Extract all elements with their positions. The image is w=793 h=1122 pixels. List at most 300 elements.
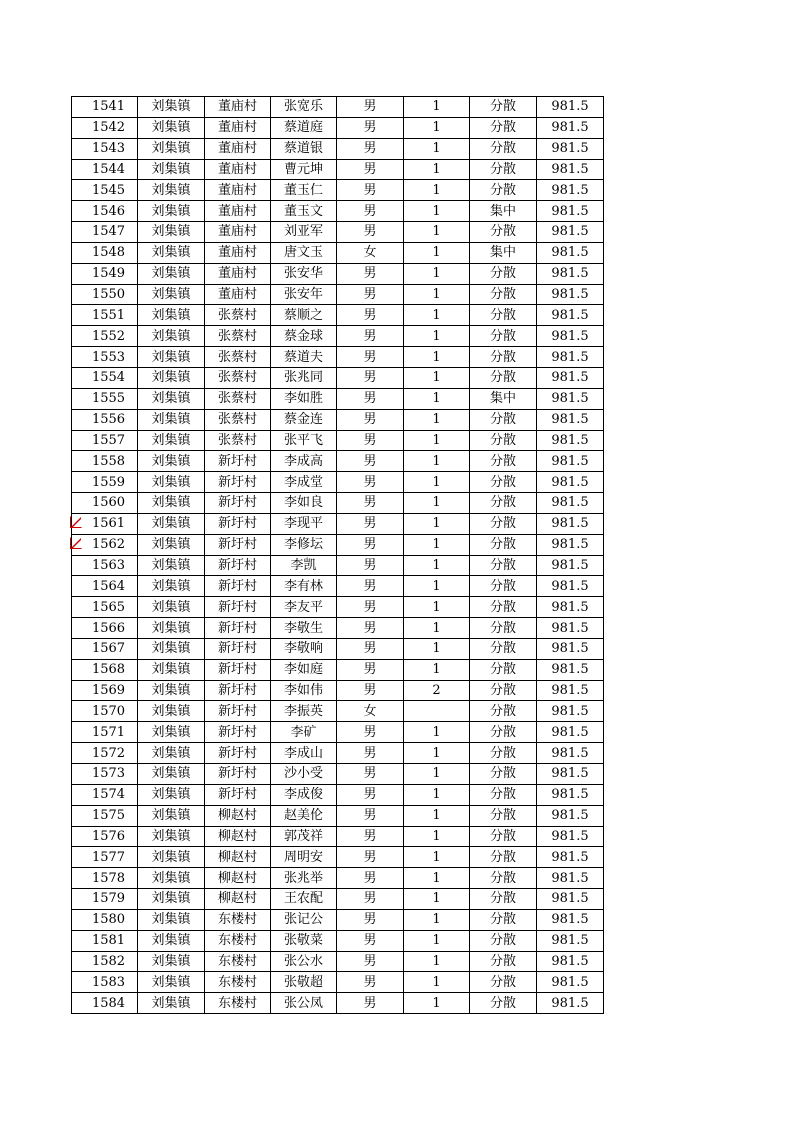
gender-cell[interactable]: 男 (337, 430, 404, 451)
town-cell[interactable]: 刘集镇 (138, 409, 205, 430)
village-cell[interactable]: 新圩村 (205, 659, 271, 680)
count-cell[interactable]: 1 (404, 889, 470, 910)
town-cell[interactable]: 刘集镇 (138, 493, 205, 514)
support-type-cell[interactable]: 分散 (470, 868, 537, 889)
town-cell[interactable]: 刘集镇 (138, 930, 205, 951)
gender-cell[interactable]: 男 (337, 493, 404, 514)
gender-cell[interactable]: 男 (337, 722, 404, 743)
row-number-cell[interactable] (72, 222, 138, 243)
support-type-cell[interactable]: 分散 (470, 117, 537, 138)
count-cell[interactable]: 1 (404, 222, 470, 243)
gender-cell[interactable]: 女 (337, 701, 404, 722)
person-name-cell[interactable]: 李振英 (271, 701, 337, 722)
person-name-cell[interactable]: 张记公 (271, 909, 337, 930)
amount-cell[interactable]: 981.5 (537, 347, 604, 368)
village-cell[interactable]: 新圩村 (205, 618, 271, 639)
village-cell[interactable]: 东楼村 (205, 930, 271, 951)
village-cell[interactable]: 新圩村 (205, 701, 271, 722)
support-type-cell[interactable]: 分散 (470, 680, 537, 701)
support-type-cell[interactable]: 分散 (470, 493, 537, 514)
support-type-cell[interactable]: 分散 (470, 701, 537, 722)
amount-cell[interactable]: 981.5 (537, 722, 604, 743)
person-name-cell[interactable]: 李矿 (271, 722, 337, 743)
gender-cell[interactable]: 男 (337, 826, 404, 847)
amount-cell[interactable]: 981.5 (537, 993, 604, 1014)
count-cell[interactable]: 1 (404, 513, 470, 534)
support-type-cell[interactable]: 分散 (470, 847, 537, 868)
count-cell[interactable]: 1 (404, 367, 470, 388)
person-name-cell[interactable]: 李如庭 (271, 659, 337, 680)
count-cell[interactable]: 1 (404, 868, 470, 889)
support-type-cell[interactable]: 分散 (470, 326, 537, 347)
amount-cell[interactable]: 981.5 (537, 117, 604, 138)
person-name-cell[interactable]: 李成堂 (271, 472, 337, 493)
village-cell[interactable]: 董庙村 (205, 284, 271, 305)
support-type-cell[interactable]: 集中 (470, 388, 537, 409)
town-cell[interactable]: 刘集镇 (138, 993, 205, 1014)
person-name-cell[interactable]: 张公水 (271, 951, 337, 972)
amount-cell[interactable]: 981.5 (537, 305, 604, 326)
amount-cell[interactable]: 981.5 (537, 826, 604, 847)
support-type-cell[interactable]: 分散 (470, 367, 537, 388)
person-name-cell[interactable]: 蔡道庭 (271, 117, 337, 138)
count-cell[interactable]: 1 (404, 618, 470, 639)
row-number-cell[interactable] (72, 367, 138, 388)
row-number-cell[interactable] (72, 493, 138, 514)
amount-cell[interactable]: 981.5 (537, 555, 604, 576)
gender-cell[interactable]: 男 (337, 180, 404, 201)
town-cell[interactable]: 刘集镇 (138, 701, 205, 722)
village-cell[interactable]: 新圩村 (205, 597, 271, 618)
village-cell[interactable]: 东楼村 (205, 909, 271, 930)
row-number-cell[interactable] (72, 430, 138, 451)
gender-cell[interactable]: 男 (337, 680, 404, 701)
gender-cell[interactable]: 男 (337, 805, 404, 826)
village-cell[interactable]: 张蔡村 (205, 367, 271, 388)
gender-cell[interactable]: 男 (337, 618, 404, 639)
row-number-cell[interactable] (72, 951, 138, 972)
amount-cell[interactable]: 981.5 (537, 472, 604, 493)
row-number-cell[interactable] (72, 847, 138, 868)
village-cell[interactable]: 张蔡村 (205, 430, 271, 451)
support-type-cell[interactable]: 分散 (470, 889, 537, 910)
support-type-cell[interactable]: 分散 (470, 513, 537, 534)
gender-cell[interactable]: 男 (337, 597, 404, 618)
count-cell[interactable]: 1 (404, 743, 470, 764)
person-name-cell[interactable]: 李修坛 (271, 534, 337, 555)
gender-cell[interactable]: 男 (337, 159, 404, 180)
gender-cell[interactable]: 男 (337, 222, 404, 243)
town-cell[interactable]: 刘集镇 (138, 367, 205, 388)
amount-cell[interactable]: 981.5 (537, 680, 604, 701)
count-cell[interactable]: 1 (404, 784, 470, 805)
row-number-cell[interactable] (72, 993, 138, 1014)
village-cell[interactable]: 柳赵村 (205, 847, 271, 868)
count-cell[interactable]: 1 (404, 951, 470, 972)
amount-cell[interactable]: 981.5 (537, 764, 604, 785)
row-number-cell[interactable] (72, 242, 138, 263)
town-cell[interactable]: 刘集镇 (138, 722, 205, 743)
support-type-cell[interactable]: 分散 (470, 909, 537, 930)
gender-cell[interactable]: 男 (337, 993, 404, 1014)
count-cell[interactable]: 1 (404, 638, 470, 659)
village-cell[interactable]: 新圩村 (205, 576, 271, 597)
count-cell[interactable]: 1 (404, 409, 470, 430)
gender-cell[interactable]: 男 (337, 472, 404, 493)
person-name-cell[interactable]: 李成俊 (271, 784, 337, 805)
amount-cell[interactable]: 981.5 (537, 951, 604, 972)
town-cell[interactable]: 刘集镇 (138, 597, 205, 618)
person-name-cell[interactable]: 张敬菜 (271, 930, 337, 951)
count-cell[interactable]: 1 (404, 242, 470, 263)
village-cell[interactable]: 董庙村 (205, 180, 271, 201)
amount-cell[interactable]: 981.5 (537, 618, 604, 639)
gender-cell[interactable]: 男 (337, 784, 404, 805)
town-cell[interactable]: 刘集镇 (138, 263, 205, 284)
town-cell[interactable]: 刘集镇 (138, 472, 205, 493)
row-number-cell[interactable] (72, 659, 138, 680)
village-cell[interactable]: 新圩村 (205, 638, 271, 659)
count-cell[interactable]: 1 (404, 493, 470, 514)
town-cell[interactable]: 刘集镇 (138, 576, 205, 597)
row-number-cell[interactable] (72, 159, 138, 180)
count-cell[interactable]: 2 (404, 680, 470, 701)
row-number-cell[interactable] (72, 201, 138, 222)
person-name-cell[interactable]: 蔡金球 (271, 326, 337, 347)
row-number-cell[interactable] (72, 534, 138, 555)
amount-cell[interactable]: 981.5 (537, 513, 604, 534)
row-number-cell[interactable] (72, 388, 138, 409)
village-cell[interactable]: 新圩村 (205, 493, 271, 514)
village-cell[interactable]: 董庙村 (205, 263, 271, 284)
town-cell[interactable]: 刘集镇 (138, 764, 205, 785)
town-cell[interactable]: 刘集镇 (138, 326, 205, 347)
village-cell[interactable]: 张蔡村 (205, 347, 271, 368)
gender-cell[interactable]: 男 (337, 951, 404, 972)
support-type-cell[interactable]: 分散 (470, 993, 537, 1014)
person-name-cell[interactable]: 张宽乐 (271, 97, 337, 118)
count-cell[interactable]: 1 (404, 138, 470, 159)
row-number-cell[interactable] (72, 284, 138, 305)
town-cell[interactable]: 刘集镇 (138, 555, 205, 576)
support-type-cell[interactable]: 分散 (470, 534, 537, 555)
town-cell[interactable]: 刘集镇 (138, 513, 205, 534)
village-cell[interactable]: 董庙村 (205, 242, 271, 263)
row-number-cell[interactable] (72, 618, 138, 639)
row-number-cell[interactable] (72, 743, 138, 764)
row-number-cell[interactable] (72, 472, 138, 493)
row-number-cell[interactable] (72, 889, 138, 910)
support-type-cell[interactable]: 分散 (470, 638, 537, 659)
gender-cell[interactable]: 男 (337, 764, 404, 785)
village-cell[interactable]: 柳赵村 (205, 868, 271, 889)
row-number-cell[interactable] (72, 701, 138, 722)
count-cell[interactable]: 1 (404, 909, 470, 930)
village-cell[interactable]: 张蔡村 (205, 409, 271, 430)
gender-cell[interactable]: 男 (337, 284, 404, 305)
count-cell[interactable]: 1 (404, 159, 470, 180)
row-number-cell[interactable] (72, 722, 138, 743)
gender-cell[interactable]: 男 (337, 930, 404, 951)
count-cell[interactable]: 1 (404, 284, 470, 305)
person-name-cell[interactable]: 曹元坤 (271, 159, 337, 180)
support-type-cell[interactable]: 分散 (470, 951, 537, 972)
amount-cell[interactable]: 981.5 (537, 972, 604, 993)
support-type-cell[interactable]: 集中 (470, 242, 537, 263)
town-cell[interactable]: 刘集镇 (138, 826, 205, 847)
row-number-cell[interactable] (72, 868, 138, 889)
row-number-cell[interactable] (72, 597, 138, 618)
person-name-cell[interactable]: 张敬超 (271, 972, 337, 993)
amount-cell[interactable]: 981.5 (537, 847, 604, 868)
support-type-cell[interactable]: 分散 (470, 659, 537, 680)
person-name-cell[interactable]: 张安年 (271, 284, 337, 305)
support-type-cell[interactable]: 分散 (470, 784, 537, 805)
amount-cell[interactable]: 981.5 (537, 97, 604, 118)
support-type-cell[interactable]: 分散 (470, 597, 537, 618)
person-name-cell[interactable]: 李成高 (271, 451, 337, 472)
town-cell[interactable]: 刘集镇 (138, 451, 205, 472)
amount-cell[interactable]: 981.5 (537, 159, 604, 180)
support-type-cell[interactable]: 分散 (470, 451, 537, 472)
gender-cell[interactable]: 男 (337, 659, 404, 680)
person-name-cell[interactable]: 蔡道夫 (271, 347, 337, 368)
support-type-cell[interactable]: 分散 (470, 305, 537, 326)
person-name-cell[interactable]: 唐文玉 (271, 242, 337, 263)
village-cell[interactable]: 新圩村 (205, 743, 271, 764)
amount-cell[interactable]: 981.5 (537, 388, 604, 409)
amount-cell[interactable]: 981.5 (537, 930, 604, 951)
count-cell[interactable] (404, 701, 470, 722)
town-cell[interactable]: 刘集镇 (138, 784, 205, 805)
support-type-cell[interactable]: 分散 (470, 972, 537, 993)
gender-cell[interactable]: 男 (337, 117, 404, 138)
amount-cell[interactable]: 981.5 (537, 493, 604, 514)
town-cell[interactable]: 刘集镇 (138, 889, 205, 910)
person-name-cell[interactable]: 李如良 (271, 493, 337, 514)
gender-cell[interactable]: 男 (337, 972, 404, 993)
town-cell[interactable]: 刘集镇 (138, 430, 205, 451)
village-cell[interactable]: 董庙村 (205, 159, 271, 180)
amount-cell[interactable]: 981.5 (537, 326, 604, 347)
village-cell[interactable]: 柳赵村 (205, 826, 271, 847)
support-type-cell[interactable]: 分散 (470, 430, 537, 451)
count-cell[interactable]: 1 (404, 805, 470, 826)
support-type-cell[interactable]: 分散 (470, 805, 537, 826)
comment-indicator-icon[interactable] (70, 516, 82, 528)
support-type-cell[interactable]: 分散 (470, 97, 537, 118)
amount-cell[interactable]: 981.5 (537, 430, 604, 451)
amount-cell[interactable]: 981.5 (537, 868, 604, 889)
person-name-cell[interactable]: 张公凤 (271, 993, 337, 1014)
row-number-cell[interactable] (72, 347, 138, 368)
town-cell[interactable]: 刘集镇 (138, 284, 205, 305)
town-cell[interactable]: 刘集镇 (138, 242, 205, 263)
village-cell[interactable]: 董庙村 (205, 222, 271, 243)
person-name-cell[interactable]: 沙小受 (271, 764, 337, 785)
town-cell[interactable]: 刘集镇 (138, 847, 205, 868)
count-cell[interactable]: 1 (404, 534, 470, 555)
count-cell[interactable]: 1 (404, 97, 470, 118)
count-cell[interactable]: 1 (404, 764, 470, 785)
support-type-cell[interactable]: 分散 (470, 409, 537, 430)
village-cell[interactable]: 新圩村 (205, 784, 271, 805)
amount-cell[interactable]: 981.5 (537, 138, 604, 159)
count-cell[interactable]: 1 (404, 847, 470, 868)
count-cell[interactable]: 1 (404, 451, 470, 472)
gender-cell[interactable]: 男 (337, 409, 404, 430)
count-cell[interactable]: 1 (404, 472, 470, 493)
person-name-cell[interactable]: 李现平 (271, 513, 337, 534)
amount-cell[interactable]: 981.5 (537, 242, 604, 263)
village-cell[interactable]: 新圩村 (205, 555, 271, 576)
support-type-cell[interactable]: 分散 (470, 180, 537, 201)
support-type-cell[interactable]: 分散 (470, 826, 537, 847)
count-cell[interactable]: 1 (404, 993, 470, 1014)
person-name-cell[interactable]: 李敬生 (271, 618, 337, 639)
town-cell[interactable]: 刘集镇 (138, 972, 205, 993)
row-number-cell[interactable] (72, 305, 138, 326)
town-cell[interactable]: 刘集镇 (138, 159, 205, 180)
row-number-cell[interactable] (72, 138, 138, 159)
count-cell[interactable]: 1 (404, 305, 470, 326)
support-type-cell[interactable]: 分散 (470, 222, 537, 243)
village-cell[interactable]: 新圩村 (205, 764, 271, 785)
person-name-cell[interactable]: 张兆同 (271, 367, 337, 388)
support-type-cell[interactable]: 分散 (470, 722, 537, 743)
support-type-cell[interactable]: 分散 (470, 618, 537, 639)
person-name-cell[interactable]: 赵美伦 (271, 805, 337, 826)
gender-cell[interactable]: 男 (337, 326, 404, 347)
town-cell[interactable]: 刘集镇 (138, 638, 205, 659)
person-name-cell[interactable]: 张兆举 (271, 868, 337, 889)
row-number-cell[interactable] (72, 930, 138, 951)
gender-cell[interactable]: 男 (337, 576, 404, 597)
count-cell[interactable]: 1 (404, 826, 470, 847)
comment-indicator-icon[interactable] (70, 537, 82, 549)
support-type-cell[interactable]: 分散 (470, 159, 537, 180)
count-cell[interactable]: 1 (404, 263, 470, 284)
row-number-cell[interactable] (72, 451, 138, 472)
village-cell[interactable]: 新圩村 (205, 513, 271, 534)
row-number-cell[interactable] (72, 180, 138, 201)
count-cell[interactable]: 1 (404, 659, 470, 680)
support-type-cell[interactable]: 分散 (470, 743, 537, 764)
town-cell[interactable]: 刘集镇 (138, 534, 205, 555)
row-number-cell[interactable] (72, 680, 138, 701)
count-cell[interactable]: 1 (404, 388, 470, 409)
village-cell[interactable]: 东楼村 (205, 951, 271, 972)
amount-cell[interactable]: 981.5 (537, 409, 604, 430)
town-cell[interactable]: 刘集镇 (138, 222, 205, 243)
support-type-cell[interactable]: 分散 (470, 555, 537, 576)
gender-cell[interactable]: 男 (337, 889, 404, 910)
village-cell[interactable]: 张蔡村 (205, 305, 271, 326)
gender-cell[interactable]: 男 (337, 847, 404, 868)
village-cell[interactable]: 东楼村 (205, 972, 271, 993)
row-number-cell[interactable] (72, 97, 138, 118)
village-cell[interactable]: 张蔡村 (205, 326, 271, 347)
gender-cell[interactable]: 女 (337, 242, 404, 263)
amount-cell[interactable]: 981.5 (537, 743, 604, 764)
person-name-cell[interactable]: 王农配 (271, 889, 337, 910)
gender-cell[interactable]: 男 (337, 534, 404, 555)
person-name-cell[interactable]: 李成山 (271, 743, 337, 764)
village-cell[interactable]: 董庙村 (205, 97, 271, 118)
town-cell[interactable]: 刘集镇 (138, 743, 205, 764)
person-name-cell[interactable]: 郭茂祥 (271, 826, 337, 847)
support-type-cell[interactable]: 分散 (470, 764, 537, 785)
village-cell[interactable]: 董庙村 (205, 138, 271, 159)
amount-cell[interactable]: 981.5 (537, 534, 604, 555)
row-number-cell[interactable] (72, 764, 138, 785)
person-name-cell[interactable]: 董玉文 (271, 201, 337, 222)
amount-cell[interactable]: 981.5 (537, 222, 604, 243)
town-cell[interactable]: 刘集镇 (138, 680, 205, 701)
town-cell[interactable]: 刘集镇 (138, 951, 205, 972)
person-name-cell[interactable]: 周明安 (271, 847, 337, 868)
support-type-cell[interactable]: 分散 (470, 138, 537, 159)
gender-cell[interactable]: 男 (337, 347, 404, 368)
row-number-cell[interactable] (72, 513, 138, 534)
row-number-cell[interactable] (72, 117, 138, 138)
amount-cell[interactable]: 981.5 (537, 263, 604, 284)
row-number-cell[interactable] (72, 409, 138, 430)
gender-cell[interactable]: 男 (337, 263, 404, 284)
gender-cell[interactable]: 男 (337, 451, 404, 472)
amount-cell[interactable]: 981.5 (537, 576, 604, 597)
row-number-cell[interactable] (72, 326, 138, 347)
town-cell[interactable]: 刘集镇 (138, 618, 205, 639)
person-name-cell[interactable]: 刘亚军 (271, 222, 337, 243)
town-cell[interactable]: 刘集镇 (138, 388, 205, 409)
count-cell[interactable]: 1 (404, 347, 470, 368)
gender-cell[interactable]: 男 (337, 513, 404, 534)
gender-cell[interactable]: 男 (337, 388, 404, 409)
amount-cell[interactable]: 981.5 (537, 909, 604, 930)
person-name-cell[interactable]: 张安华 (271, 263, 337, 284)
person-name-cell[interactable]: 蔡顺之 (271, 305, 337, 326)
village-cell[interactable]: 张蔡村 (205, 388, 271, 409)
count-cell[interactable]: 1 (404, 180, 470, 201)
village-cell[interactable]: 新圩村 (205, 680, 271, 701)
gender-cell[interactable]: 男 (337, 909, 404, 930)
village-cell[interactable]: 新圩村 (205, 534, 271, 555)
gender-cell[interactable]: 男 (337, 868, 404, 889)
village-cell[interactable]: 董庙村 (205, 201, 271, 222)
gender-cell[interactable]: 男 (337, 638, 404, 659)
town-cell[interactable]: 刘集镇 (138, 868, 205, 889)
town-cell[interactable]: 刘集镇 (138, 117, 205, 138)
village-cell[interactable]: 董庙村 (205, 117, 271, 138)
row-number-cell[interactable] (72, 576, 138, 597)
amount-cell[interactable]: 981.5 (537, 805, 604, 826)
count-cell[interactable]: 1 (404, 430, 470, 451)
village-cell[interactable]: 新圩村 (205, 722, 271, 743)
gender-cell[interactable]: 男 (337, 138, 404, 159)
person-name-cell[interactable]: 李凯 (271, 555, 337, 576)
count-cell[interactable]: 1 (404, 972, 470, 993)
person-name-cell[interactable]: 张平飞 (271, 430, 337, 451)
town-cell[interactable]: 刘集镇 (138, 305, 205, 326)
amount-cell[interactable]: 981.5 (537, 201, 604, 222)
support-type-cell[interactable]: 分散 (470, 284, 537, 305)
amount-cell[interactable]: 981.5 (537, 451, 604, 472)
person-name-cell[interactable]: 蔡道银 (271, 138, 337, 159)
gender-cell[interactable]: 男 (337, 743, 404, 764)
person-name-cell[interactable]: 李如伟 (271, 680, 337, 701)
row-number-cell[interactable] (72, 555, 138, 576)
